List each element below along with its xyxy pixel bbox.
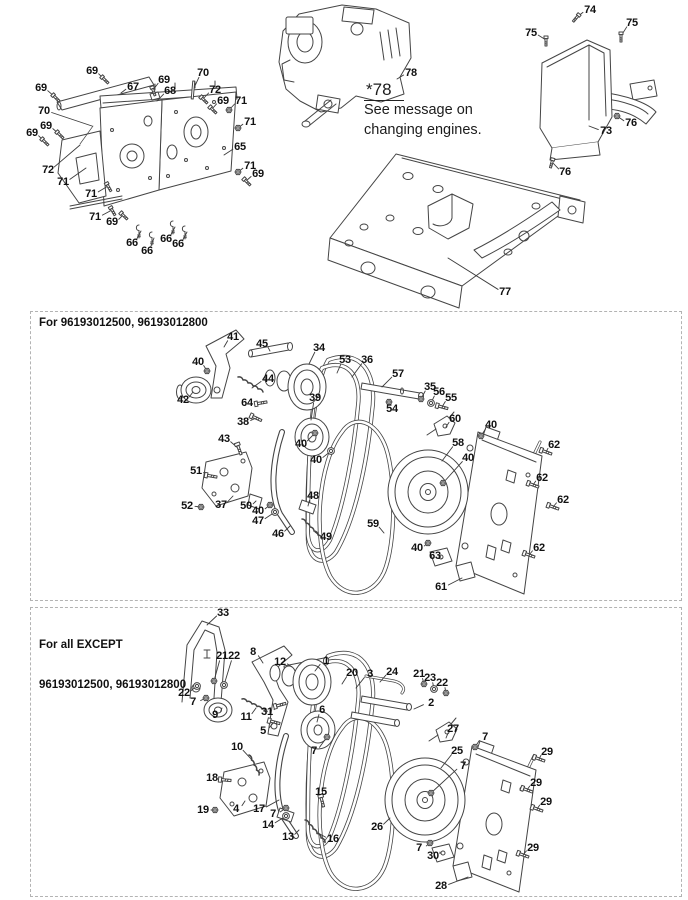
callout-62: 62 bbox=[548, 439, 560, 451]
nut-glyph bbox=[235, 169, 241, 174]
callout-55: 55 bbox=[445, 392, 457, 404]
callout-35: 35 bbox=[424, 381, 436, 393]
callout-28: 28 bbox=[435, 880, 447, 892]
nut-glyph bbox=[226, 107, 232, 112]
callout-18: 18 bbox=[206, 772, 218, 784]
nut-glyph bbox=[614, 113, 620, 118]
screw-glyph bbox=[40, 137, 50, 147]
callout-22: 22 bbox=[436, 677, 448, 689]
callout-15: 15 bbox=[315, 786, 327, 798]
callout-70: 70 bbox=[197, 67, 209, 79]
screw-glyph bbox=[544, 36, 548, 46]
callout-7: 7 bbox=[270, 808, 276, 820]
callout-63: 63 bbox=[429, 550, 441, 562]
callout-8: 8 bbox=[250, 646, 256, 658]
pin-glyph bbox=[191, 81, 195, 99]
callout-69: 69 bbox=[106, 216, 118, 228]
section-box-all-except bbox=[30, 607, 682, 897]
callout-66: 66 bbox=[160, 233, 172, 245]
callout-69: 69 bbox=[252, 168, 264, 180]
screw-glyph bbox=[100, 75, 110, 85]
callout-5: 5 bbox=[260, 725, 266, 737]
callout-62: 62 bbox=[536, 472, 548, 484]
section-header-all-except bbox=[39, 613, 186, 719]
callout-40: 40 bbox=[295, 438, 307, 450]
nut-glyph bbox=[235, 125, 241, 130]
callout-25: 25 bbox=[451, 745, 463, 757]
callout-30: 30 bbox=[427, 850, 439, 862]
callout-17: 17 bbox=[253, 803, 265, 815]
callout-36: 36 bbox=[361, 354, 373, 366]
callout-7: 7 bbox=[460, 760, 466, 772]
callout-14: 14 bbox=[262, 819, 274, 831]
leader-line bbox=[52, 112, 92, 126]
callout-4: 4 bbox=[233, 803, 239, 815]
callout-61: 61 bbox=[435, 581, 447, 593]
callout-73: 73 bbox=[600, 125, 612, 137]
screw-glyph bbox=[549, 158, 555, 169]
callout-7: 7 bbox=[482, 731, 488, 743]
callout-60: 60 bbox=[449, 413, 461, 425]
callout-26: 26 bbox=[371, 821, 383, 833]
callout-33: 33 bbox=[217, 607, 229, 619]
callout-74: 74 bbox=[584, 4, 596, 16]
callout-49: 49 bbox=[320, 531, 332, 543]
callout-72: 72 bbox=[209, 84, 221, 96]
callout-31: 31 bbox=[261, 706, 273, 718]
callout-69: 69 bbox=[40, 120, 52, 132]
callout-78: 78 bbox=[405, 67, 417, 79]
callout-75: 75 bbox=[525, 27, 537, 39]
callout-9: 9 bbox=[212, 709, 218, 721]
callout-38: 38 bbox=[237, 416, 249, 428]
callout-58: 58 bbox=[452, 437, 464, 449]
callout-40: 40 bbox=[462, 452, 474, 464]
callout-56: 56 bbox=[433, 386, 445, 398]
callout-22: 22 bbox=[178, 687, 190, 699]
callout-48: 48 bbox=[307, 490, 319, 502]
engine-note bbox=[364, 80, 482, 139]
callout-62: 62 bbox=[533, 542, 545, 554]
leader-line bbox=[70, 168, 86, 179]
callout-39: 39 bbox=[309, 392, 321, 404]
section-header-all-except-line2: 96193012500, 96193012800 bbox=[39, 679, 187, 692]
callout-71: 71 bbox=[235, 95, 247, 107]
screw-glyph bbox=[150, 86, 157, 97]
leader-line bbox=[448, 258, 498, 289]
callout-54: 54 bbox=[386, 403, 398, 415]
callout-21: 21 bbox=[413, 668, 425, 680]
callout-43: 43 bbox=[218, 433, 230, 445]
leader-line bbox=[98, 186, 108, 192]
callout-64: 64 bbox=[241, 397, 253, 409]
callout-42: 42 bbox=[177, 394, 189, 406]
leader-line bbox=[589, 126, 598, 130]
callout-27: 27 bbox=[447, 723, 459, 735]
callout-71: 71 bbox=[244, 160, 256, 172]
callout-29: 29 bbox=[541, 746, 553, 758]
engine-note-ref: *78 bbox=[364, 80, 482, 100]
callout-45: 45 bbox=[256, 338, 268, 350]
callout-40: 40 bbox=[192, 356, 204, 368]
leader-line bbox=[54, 145, 80, 167]
callout-47: 47 bbox=[252, 515, 264, 527]
callout-69: 69 bbox=[35, 82, 47, 94]
callout-7: 7 bbox=[416, 842, 422, 854]
callout-50: 50 bbox=[240, 500, 252, 512]
callout-10: 10 bbox=[231, 741, 243, 753]
callout-6: 6 bbox=[319, 704, 325, 716]
callout-46: 46 bbox=[272, 528, 284, 540]
section-header-all-except-line1: For all EXCEPT bbox=[39, 639, 123, 652]
callout-65: 65 bbox=[234, 141, 246, 153]
screw-glyph bbox=[619, 32, 623, 42]
callout-40: 40 bbox=[310, 454, 322, 466]
callout-76: 76 bbox=[559, 166, 571, 178]
screw-glyph bbox=[104, 182, 112, 193]
callout-66: 66 bbox=[141, 245, 153, 257]
callout-1: 1 bbox=[323, 655, 329, 667]
callout-20: 20 bbox=[346, 667, 358, 679]
callout-13: 13 bbox=[282, 831, 294, 843]
callout-77: 77 bbox=[499, 286, 511, 298]
callout-57: 57 bbox=[392, 368, 404, 380]
leader-line bbox=[102, 210, 112, 215]
leader-line bbox=[224, 149, 233, 155]
callout-53: 53 bbox=[339, 354, 351, 366]
callout-41: 41 bbox=[227, 331, 239, 343]
callout-19: 19 bbox=[197, 804, 209, 816]
callout-16: 16 bbox=[327, 833, 339, 845]
callout-72: 72 bbox=[42, 164, 54, 176]
callout-69: 69 bbox=[217, 95, 229, 107]
callout-52: 52 bbox=[181, 500, 193, 512]
screw-glyph bbox=[242, 177, 252, 187]
callout-75: 75 bbox=[626, 17, 638, 29]
section-header-models: For 96193012500, 96193012800 bbox=[39, 317, 208, 329]
callout-12: 12 bbox=[274, 656, 286, 668]
callout-23: 23 bbox=[424, 672, 436, 684]
callout-51: 51 bbox=[190, 465, 202, 477]
callout-40: 40 bbox=[411, 542, 423, 554]
engine-note-line1: See message on bbox=[364, 102, 473, 118]
screw-glyph bbox=[208, 105, 218, 115]
leader-line bbox=[157, 94, 164, 101]
callout-34: 34 bbox=[313, 342, 325, 354]
callout-7: 7 bbox=[190, 696, 196, 708]
callout-29: 29 bbox=[527, 842, 539, 854]
callout-2: 2 bbox=[428, 697, 434, 709]
callout-62: 62 bbox=[557, 494, 569, 506]
callout-40: 40 bbox=[485, 419, 497, 431]
section-box-models-96193012500 bbox=[30, 311, 682, 601]
callout-7: 7 bbox=[311, 745, 317, 757]
callout-70: 70 bbox=[38, 105, 50, 117]
callout-29: 29 bbox=[530, 777, 542, 789]
callout-21: 21 bbox=[216, 650, 228, 662]
callout-24: 24 bbox=[386, 666, 398, 678]
leader-line bbox=[397, 75, 404, 79]
callout-69: 69 bbox=[86, 65, 98, 77]
callout-71: 71 bbox=[244, 116, 256, 128]
screw-glyph bbox=[119, 211, 129, 221]
screw-glyph bbox=[199, 95, 209, 105]
callout-71: 71 bbox=[89, 211, 101, 223]
callout-71: 71 bbox=[85, 188, 97, 200]
callout-11: 11 bbox=[240, 711, 252, 723]
callout-66: 66 bbox=[126, 237, 138, 249]
callout-76: 76 bbox=[625, 117, 637, 129]
callout-69: 69 bbox=[158, 74, 170, 86]
callout-22: 22 bbox=[228, 650, 240, 662]
jbolt-glyph bbox=[149, 232, 153, 245]
screw-glyph bbox=[55, 130, 65, 140]
callout-29: 29 bbox=[540, 796, 552, 808]
engine-note-line2: changing engines. bbox=[364, 121, 482, 138]
callout-66: 66 bbox=[172, 238, 184, 250]
callout-40: 40 bbox=[252, 505, 264, 517]
callout-59: 59 bbox=[367, 518, 379, 530]
callout-71: 71 bbox=[57, 176, 69, 188]
callout-3: 3 bbox=[367, 668, 373, 680]
callout-37: 37 bbox=[215, 499, 227, 511]
callout-44: 44 bbox=[262, 373, 274, 385]
screw-glyph bbox=[51, 93, 61, 103]
leader-line bbox=[121, 89, 126, 93]
callout-68: 68 bbox=[164, 85, 176, 97]
callout-69: 69 bbox=[26, 127, 38, 139]
screw-glyph bbox=[572, 13, 581, 23]
callout-67: 67 bbox=[127, 81, 139, 93]
